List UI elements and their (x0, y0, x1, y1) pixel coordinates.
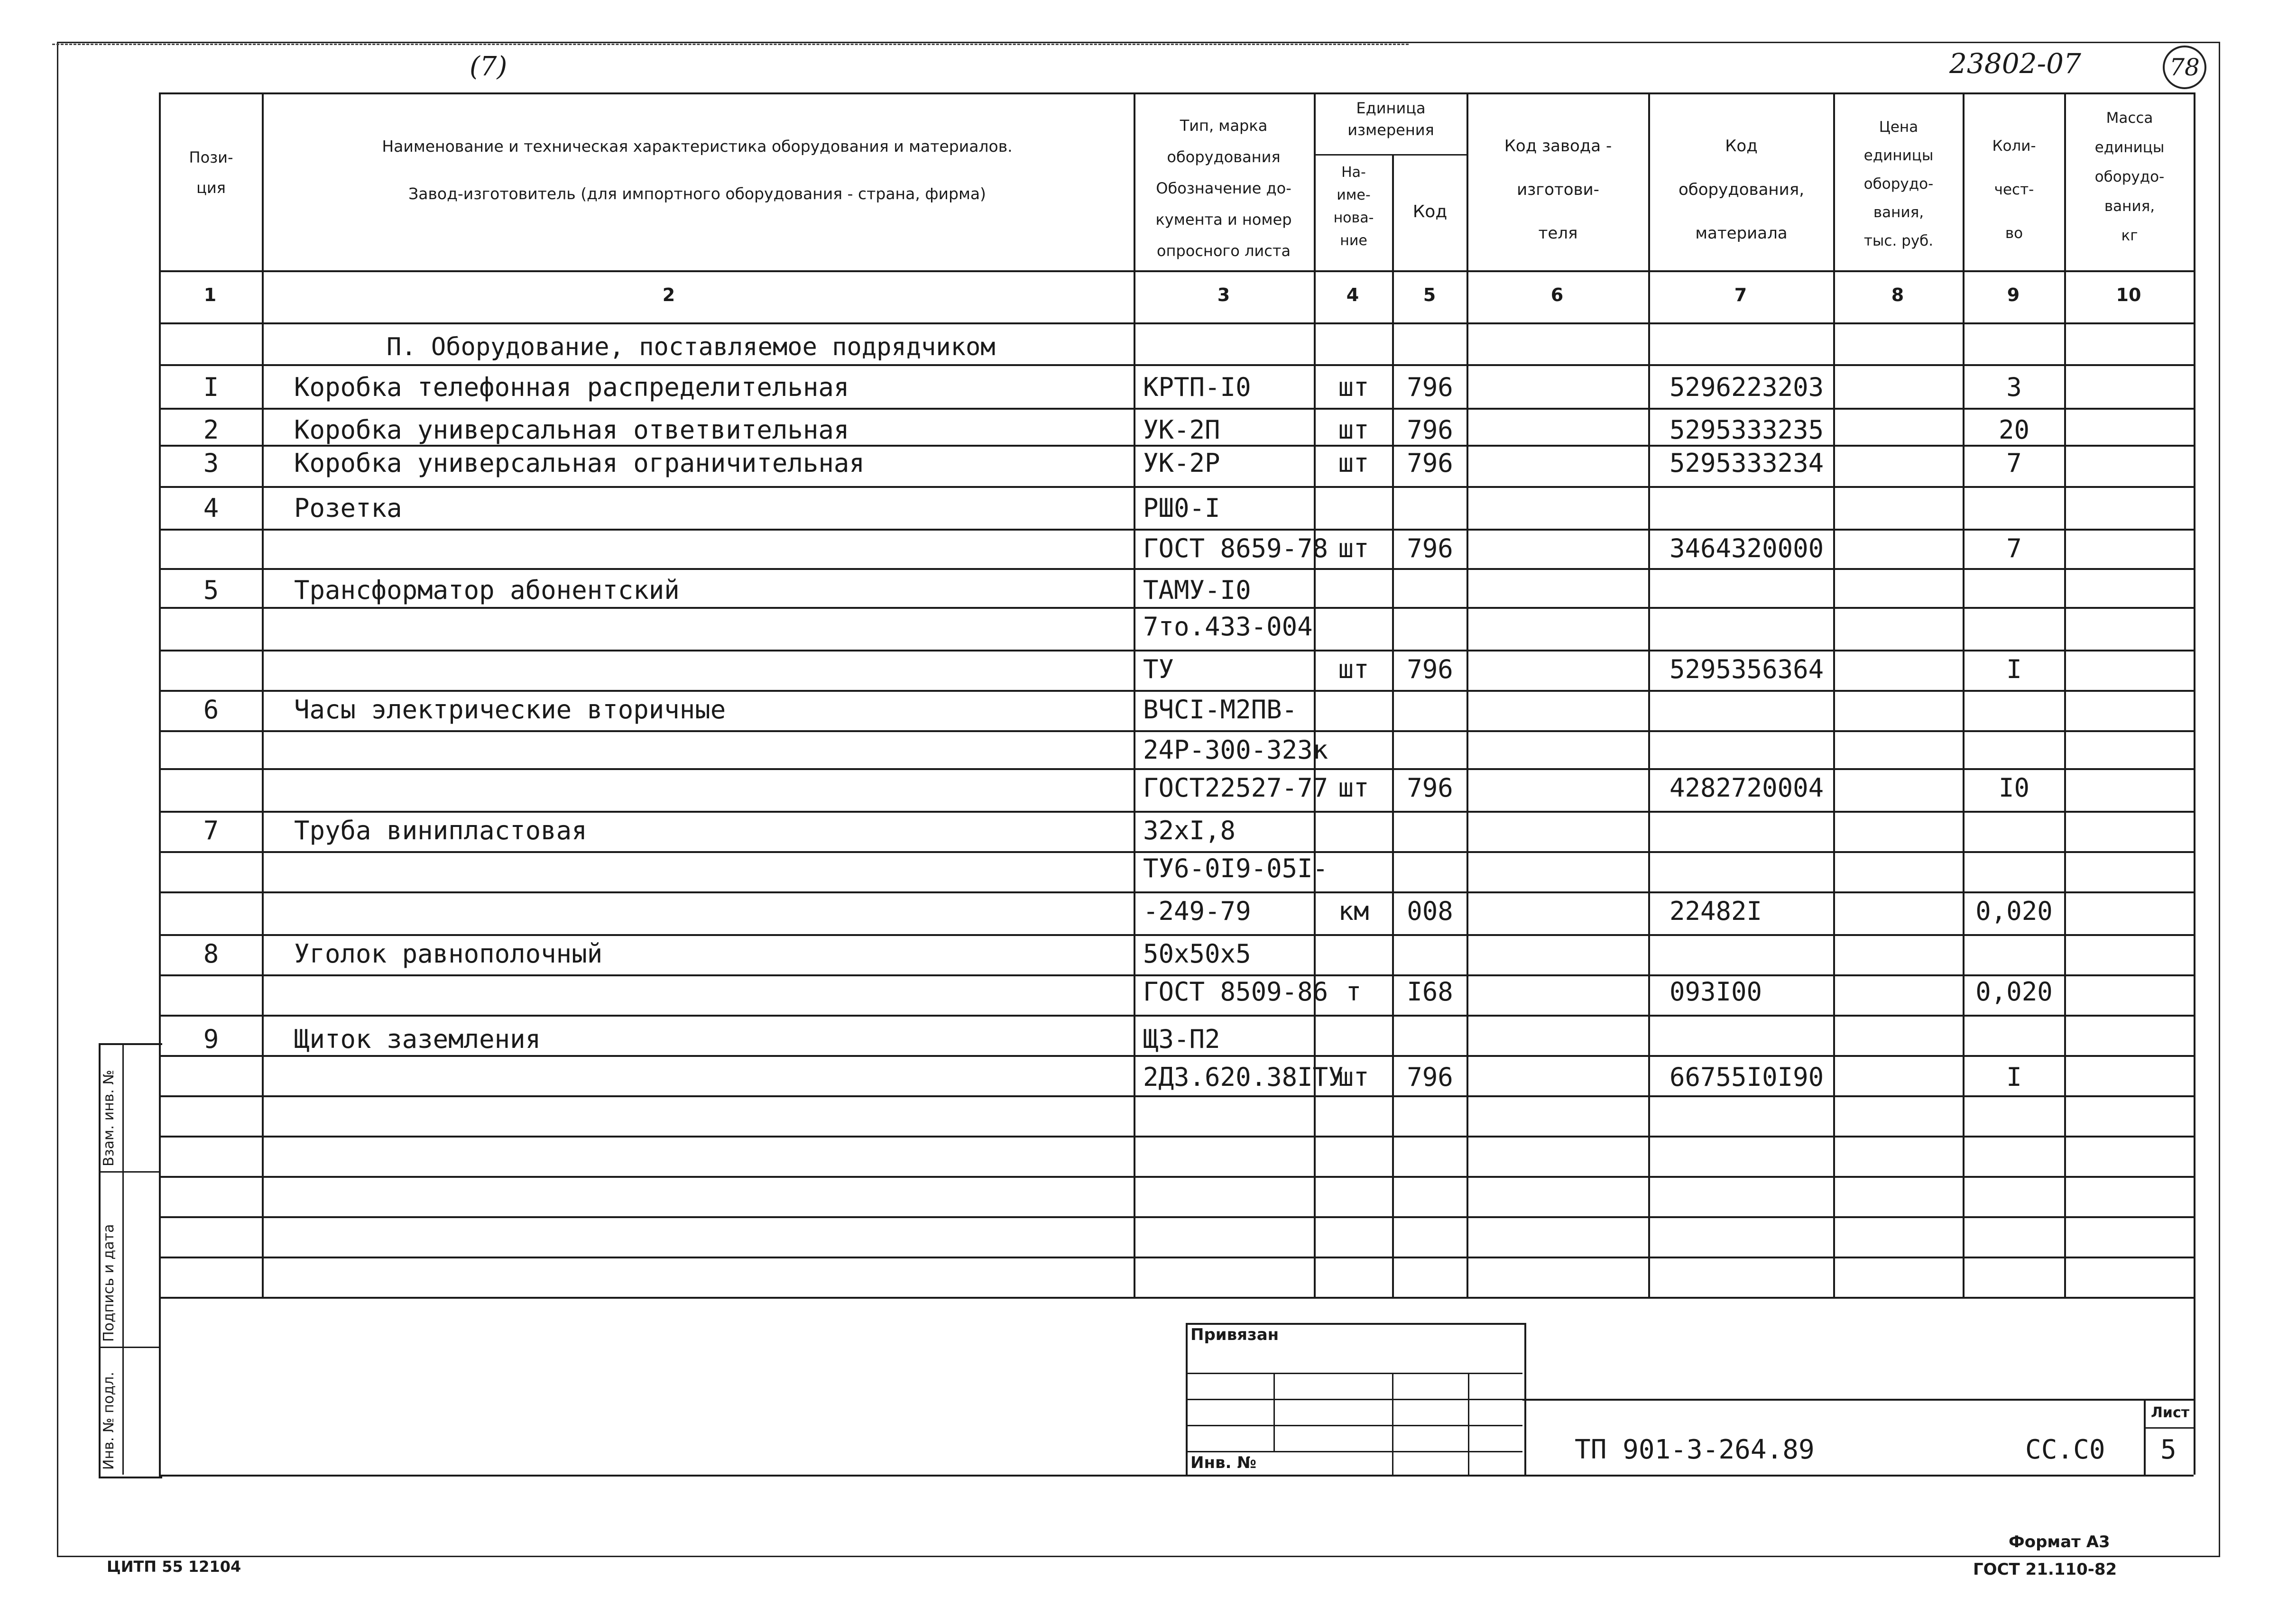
cell-unit: км (1338, 896, 1369, 926)
cell-type: ВЧСI-М2ПВ- (1143, 695, 1298, 725)
stamp-mark: СС.С0 (2025, 1434, 2105, 1465)
sheet-frame (57, 42, 2220, 1557)
cell-name: Труба винипластовая (294, 816, 587, 845)
top-dash-line (52, 44, 1409, 45)
circled-number (2163, 46, 2206, 89)
label-podpis-data: Подпись и дата (101, 1224, 117, 1342)
cell-type: ТУ6-0I9-05I- (1143, 853, 1328, 883)
label-inv-podl: Инв. № подл. (101, 1372, 117, 1470)
header-factory-code: Код завода - изготови- теля (1504, 137, 1612, 243)
col-number-4: 4 (1346, 284, 1359, 305)
header-unit-code: Код (1412, 202, 1448, 221)
col-number-1: 1 (203, 284, 217, 305)
header-name-line2: Завод-изготовитель (для импортного оборудования - страна, фирма) (408, 184, 986, 203)
cell-unit: шт (1338, 773, 1369, 803)
stamp-inv-no: Инв. № (1190, 1453, 1257, 1472)
cell-qty: 7 (2006, 533, 2022, 563)
cell-qty: I (2006, 654, 2022, 684)
cell-name: Розетка (294, 493, 402, 523)
cell-unit: шт (1338, 372, 1369, 402)
cell-type: ТУ (1143, 654, 1174, 684)
cell-type: 32хI,8 (1143, 816, 1236, 845)
footer-citp: ЦИТП 55 12104 (107, 1558, 241, 1576)
cell-name: Коробка универсальная ответвительная (294, 415, 849, 445)
stamp-list-label: Лист (2151, 1404, 2190, 1421)
cell-pos: 4 (203, 493, 219, 523)
col-number-10: 10 (2116, 284, 2141, 305)
cell-type: УК-2Р (1143, 448, 1220, 478)
cell-name: Часы электрические вторичные (294, 695, 726, 725)
cell-type: -249-79 (1143, 896, 1251, 926)
col-number-9: 9 (2007, 284, 2020, 305)
cell-pos: 5 (203, 575, 219, 605)
header-unit: Единица измерения (1347, 99, 1434, 139)
cell-qty: I (2006, 1062, 2022, 1092)
col-number-2: 2 (662, 284, 675, 305)
cell-type: 7то.433-004 (1143, 612, 1313, 642)
cell-unit: шт (1338, 533, 1369, 563)
cell-type: 2Д3.620.38IТУ (1143, 1062, 1344, 1092)
cell-qty: 20 (1998, 415, 2030, 445)
cell-mat: 66755I0I90 (1669, 1062, 1824, 1092)
header-type: Тип, марка оборудования Обозначение до- кумента и номер опросного листа (1155, 117, 1292, 260)
col-number-7: 7 (1734, 284, 1747, 305)
stamp-doc-code: ТП 901-3-264.89 (1575, 1434, 1815, 1465)
section-title: П. Оборудование, поставляемое подрядчиком (387, 333, 996, 361)
cell-mat: 22482I (1669, 896, 1762, 926)
cell-pos: 7 (203, 816, 219, 845)
col-number-5: 5 (1423, 284, 1436, 305)
cell-mat: 5295333235 (1669, 415, 1824, 445)
cell-code: I68 (1407, 977, 1453, 1007)
cell-unit: шт (1338, 1062, 1369, 1092)
col-number-8: 8 (1891, 284, 1904, 305)
cell-mat: 093I00 (1669, 977, 1762, 1007)
cell-pos: 8 (203, 939, 219, 969)
cell-type: РШ0-I (1143, 493, 1220, 523)
cell-type: ТАМУ-I0 (1143, 575, 1251, 605)
header-qty: Коли- чест- во (1992, 138, 2036, 242)
cell-code: 796 (1407, 372, 1453, 402)
cell-type: ГОСТ 8659-78 (1143, 533, 1328, 563)
header-material-code: Код оборудования, материала (1678, 137, 1805, 243)
page-marker: (7) (470, 51, 507, 82)
header-pos (161, 142, 261, 203)
cell-qty: I0 (1998, 773, 2030, 803)
cell-mat: 3464320000 (1669, 533, 1824, 563)
cell-pos: 3 (203, 448, 219, 478)
header-name-line1: Наименование и техническая характеристика оборудования и материалов. (382, 137, 1013, 156)
stamp-privyazan: Привязан (1190, 1325, 1279, 1344)
cell-code: 796 (1407, 773, 1453, 803)
cell-code: 796 (1407, 654, 1453, 684)
cell-type: ЩЗ-П2 (1143, 1024, 1220, 1054)
cell-pos: I (203, 372, 219, 402)
cell-type: 24Р-300-323к (1143, 735, 1328, 765)
cell-qty: 0,020 (1975, 977, 2053, 1007)
cell-type: 50х50х5 (1143, 939, 1251, 969)
cell-name: Трансформатор абонентский (294, 575, 680, 605)
footer-format: Формат А3 (2009, 1532, 2110, 1551)
cell-name: Коробка телефонная распределительная (294, 372, 849, 402)
cell-mat: 4282720004 (1669, 773, 1824, 803)
cell-name: Коробка универсальная ограничительная (294, 448, 865, 478)
cell-code: 796 (1407, 415, 1453, 445)
cell-unit: шт (1338, 654, 1369, 684)
cell-pos: 6 (203, 695, 219, 725)
cell-code: 796 (1407, 1062, 1453, 1092)
col-number-3: 3 (1217, 284, 1230, 305)
cell-type: ГОСТ22527-77 (1143, 773, 1328, 803)
cell-qty: 7 (2006, 448, 2022, 478)
cell-code: 008 (1407, 896, 1453, 926)
cell-code: 796 (1407, 448, 1453, 478)
cell-unit: шт (1338, 415, 1369, 445)
stamp-list-number: 5 (2160, 1434, 2177, 1465)
cell-pos: 9 (203, 1024, 219, 1054)
col-number-6: 6 (1550, 284, 1564, 305)
cell-unit: шт (1338, 448, 1369, 478)
header-pos-text: Пози- ция (189, 148, 233, 197)
cell-mat: 5295356364 (1669, 654, 1824, 684)
cell-mat: 5295333234 (1669, 448, 1824, 478)
header-unit-name: На- име- нова- ние (1333, 164, 1374, 249)
cell-type: ГОСТ 8509-86 (1143, 977, 1328, 1007)
footer-gost: ГОСТ 21.110-82 (1973, 1560, 2117, 1579)
cell-pos: 2 (203, 415, 219, 445)
circled-number-text: 78 (2169, 54, 2200, 81)
cell-qty: 3 (2006, 372, 2022, 402)
doc-number-handwritten: 23802-07 (1949, 47, 2081, 80)
cell-code: 796 (1407, 533, 1453, 563)
cell-name: Щиток заземления (294, 1024, 541, 1054)
cell-unit: т (1346, 977, 1362, 1007)
cell-type: КРТП-I0 (1143, 372, 1251, 402)
cell-name: Уголок равнополочный (294, 939, 603, 969)
cell-qty: 0,020 (1975, 896, 2053, 926)
header-mass: Масса единицы оборудо- вания, кг (2094, 110, 2165, 244)
cell-mat: 5296223203 (1669, 372, 1824, 402)
header-price: Цена единицы оборудо- вания, тыс. руб. (1863, 119, 1934, 249)
cell-type: УК-2П (1143, 415, 1220, 445)
label-vzam-inv: Взам. инв. № (101, 1070, 117, 1166)
